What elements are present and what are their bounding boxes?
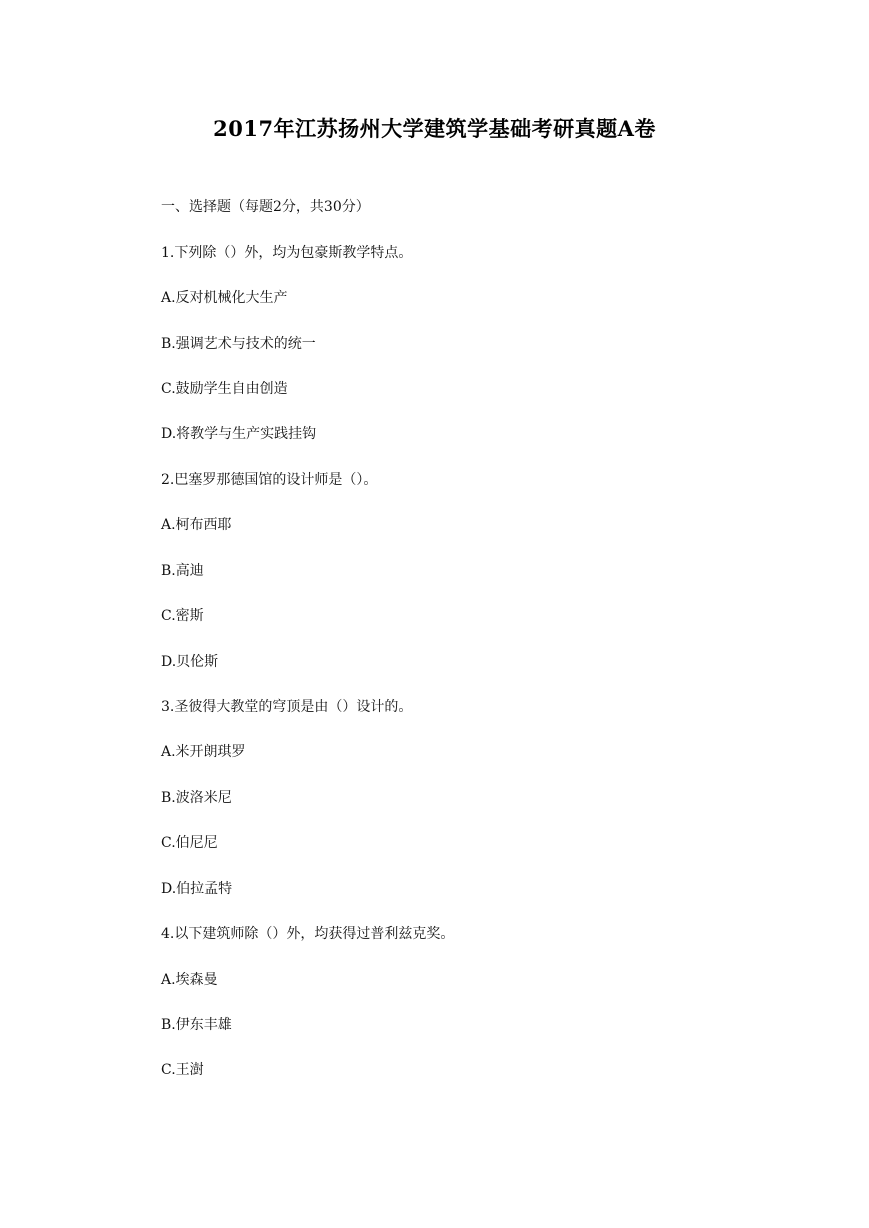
option-b: B.高迪 (161, 563, 204, 579)
question-stem: 2.巴塞罗那德国馆的设计师是（）。 (161, 472, 378, 488)
option-b: B.伊东丰雄 (161, 1017, 232, 1033)
option-d: D.贝伦斯 (161, 654, 219, 670)
option-a: A.米开朗琪罗 (161, 744, 246, 760)
option-a: A.埃森曼 (161, 972, 218, 988)
option-d: D.伯拉孟特 (161, 881, 233, 897)
option-b: B.波洛米尼 (161, 790, 232, 806)
option-c: C.鼓励学生自由创造 (161, 381, 288, 397)
option-b: B.强调艺术与技术的统一 (161, 336, 316, 352)
option-c: C.密斯 (161, 608, 204, 624)
option-c: C.伯尼尼 (161, 835, 218, 851)
section-heading: 一、选择题（每题2分，共30分） (161, 199, 370, 215)
question-stem: 1.下列除（）外，均为包豪斯教学特点。 (161, 245, 413, 261)
page-title: 2017年江苏扬州大学建筑学基础考研真题A卷 (213, 116, 656, 141)
option-a: A.反对机械化大生产 (161, 290, 288, 306)
option-c: C.王澍 (161, 1062, 204, 1078)
option-d: D.将教学与生产实践挂钩 (161, 426, 317, 442)
question-stem: 3.圣彼得大教堂的穹顶是由（）设计的。 (161, 699, 413, 715)
option-a: A.柯布西耶 (161, 517, 232, 533)
question-stem: 4.以下建筑师除（）外，均获得过普利兹克奖。 (161, 926, 455, 942)
